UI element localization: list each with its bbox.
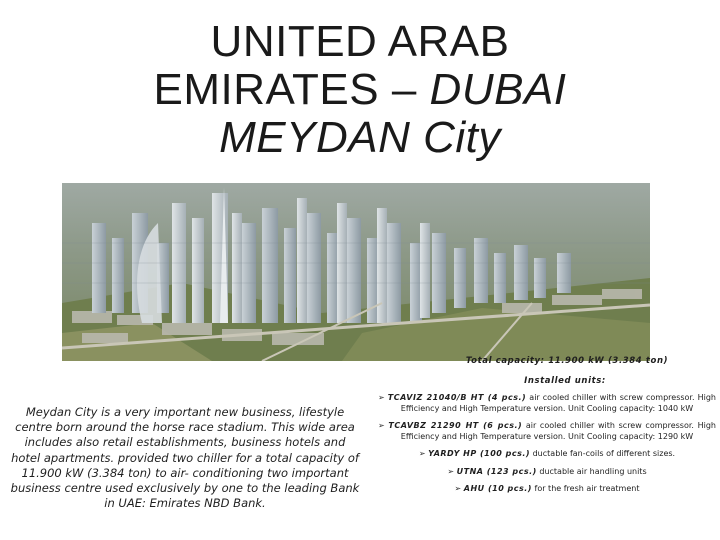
arrow-bullet-icon: ➢	[454, 484, 462, 493]
title-line-1: UNITED ARAB	[210, 17, 510, 66]
unit-item	[378, 449, 716, 460]
unit-item	[378, 467, 716, 478]
aerial-city-photo	[62, 183, 650, 361]
unit-item	[378, 484, 716, 495]
page-title	[0, 18, 720, 162]
arrow-bullet-icon: ➢	[447, 466, 455, 476]
unit-model: TCAVBZ 21290 HT (6 pcs.)	[388, 421, 523, 430]
unit-model: TCAVIZ 21040/B HT (4 pcs.)	[387, 393, 527, 402]
title-line-3: MEYDAN City	[219, 113, 501, 162]
arrow-bullet-icon: ➢	[378, 421, 385, 430]
total-capacity: Total capacity: 11.900 kW (3.384 ton)	[465, 356, 669, 366]
arrow-bullet-icon: ➢	[378, 393, 385, 402]
unit-description: ductable air handling units	[536, 466, 647, 476]
arrow-bullet-icon: ➢	[418, 449, 426, 458]
unit-item	[378, 421, 716, 442]
unit-description: air cooled chiller with screw compressor. High Efficiency and High Temperature version. Unit Cooling capacity: 1290 kW	[400, 421, 717, 441]
unit-description: air cooled chiller with screw compressor. High Efficiency and High Temperature version. Unit Cooling capacity: 1040 kW	[400, 393, 716, 413]
unit-model: UTNA (123 pcs.)	[456, 466, 537, 476]
unit-item	[378, 393, 716, 414]
title-line-2-plain: EMIRATES –	[153, 65, 430, 114]
unit-description: ductable fan-coils of different sizes.	[530, 449, 676, 458]
unit-model: YARDY HP (100 pcs.)	[428, 449, 531, 458]
technical-specs	[378, 356, 716, 495]
unit-description: for the fresh air treatment	[531, 484, 640, 493]
project-description: Meydan City is a very important new business, lifestyle centre born around the horse race stadium. This wide area includes also retail establishments, business hotels and hotel apartments. provided two chiller for a total capacity of 11.900 kW (3.384 ton) to air- conditioning two important business centre used exclusively by one to the leading Bank in UAE: Emirates NBD Bank.	[10, 405, 360, 511]
unit-model: AHU (10 pcs.)	[463, 484, 532, 493]
aerial-city-render-icon	[62, 183, 650, 361]
title-line-2	[0, 66, 720, 114]
installed-units-heading: Installed units:	[524, 375, 606, 386]
title-line-2-italic: DUBAI	[429, 65, 567, 114]
